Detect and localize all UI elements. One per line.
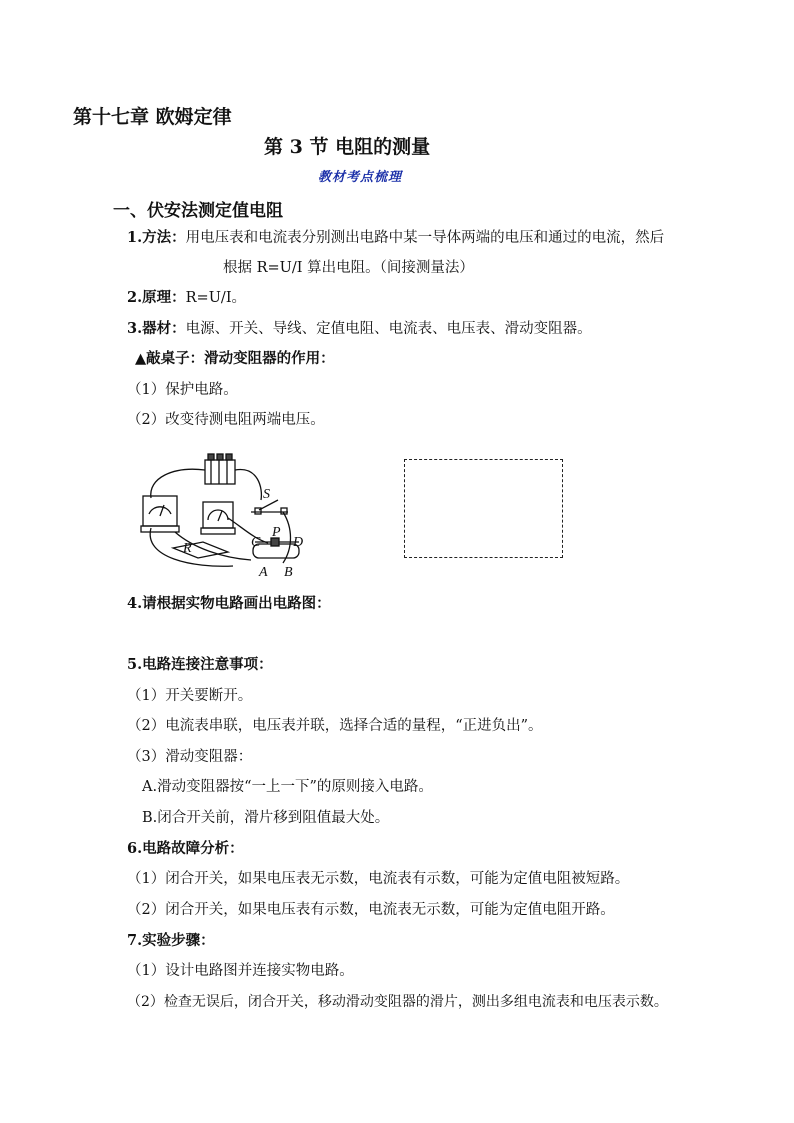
- label-c: C: [251, 535, 261, 550]
- connection-item-3: （3）滑动变阻器：: [127, 749, 253, 765]
- connection-label: 5.电路连接注意事项：: [127, 656, 273, 673]
- draw-prompt: 4.请根据实物电路画出电路图：: [127, 595, 331, 612]
- method-label: 1.方法：: [127, 229, 186, 246]
- connection-item-2: （2）电流表串联，电压表并联，选择合适的量程，“正进负出”。: [127, 718, 543, 734]
- circuit-photo-illustration: [133, 448, 303, 583]
- fault-item-1: （1）闭合开关，如果电压表无示数，电流表有示数，可能为定值电阻被短路。: [127, 871, 630, 887]
- equipment-text: 电源、开关、导线、定值电阻、电流表、电压表、滑动变阻器。: [185, 321, 592, 337]
- method-line: [127, 229, 664, 247]
- label-p: P: [272, 525, 281, 540]
- steps-label: 7.实验步骤：: [127, 932, 215, 949]
- steps-item-1: （1）设计电路图并连接实物电路。: [127, 963, 354, 979]
- method-text-2: 根据 R=U/I 算出电阻。（间接测量法）: [223, 260, 474, 276]
- steps-item-2: （2）检查无误后，闭合开关，移动滑动变阻器的滑片，测出多组电流表和电压表示数。: [127, 994, 668, 1010]
- resistor-icon: [173, 542, 228, 558]
- subtitle: 教材考点梳理: [318, 170, 403, 185]
- equipment-label: 3.器材：: [127, 320, 186, 337]
- label-a: A: [259, 565, 268, 580]
- tip-item-2: （2）改变待测电阻两端电压。: [127, 412, 325, 428]
- section-title: 第 3 节 电阻的测量: [264, 136, 431, 158]
- tip-item-1: （1）保护电路。: [127, 382, 238, 398]
- label-b: B: [284, 565, 293, 580]
- heading-1: 一、伏安法测定值电阻: [113, 201, 283, 221]
- circuit-drawing-box[interactable]: [404, 459, 563, 558]
- connection-sub-item-a: A.滑动变阻器按“一上一下”的原则接入电路。: [142, 779, 433, 795]
- method-text: 用电压表和电流表分别测出电路中某一导体两端的电压和通过的电流，然后: [185, 230, 665, 246]
- connection-sub-item-b: B.闭合开关前，滑片移到阻值最大处。: [142, 810, 390, 826]
- principle-text: R=U/I。: [185, 290, 247, 306]
- tip-label: ▲敲桌子：滑动变阻器的作用：: [135, 350, 335, 367]
- voltmeter-icon: [203, 502, 233, 528]
- chapter-title: 第十七章 欧姆定律: [73, 106, 232, 128]
- label-r: R: [183, 541, 192, 556]
- connection-item-1: （1）开关要断开。: [127, 688, 253, 704]
- battery-icon: [205, 460, 235, 484]
- label-s: S: [263, 487, 270, 502]
- principle-label: 2.原理：: [127, 289, 186, 306]
- label-d: D: [293, 535, 303, 550]
- principle-line: [127, 289, 246, 307]
- equipment-line: [127, 320, 592, 338]
- fault-label: 6.电路故障分析：: [127, 840, 244, 857]
- ammeter-icon: [143, 496, 177, 526]
- fault-item-2: （2）闭合开关，如果电压表有示数，电流表无示数，可能为定值电阻开路。: [127, 902, 615, 918]
